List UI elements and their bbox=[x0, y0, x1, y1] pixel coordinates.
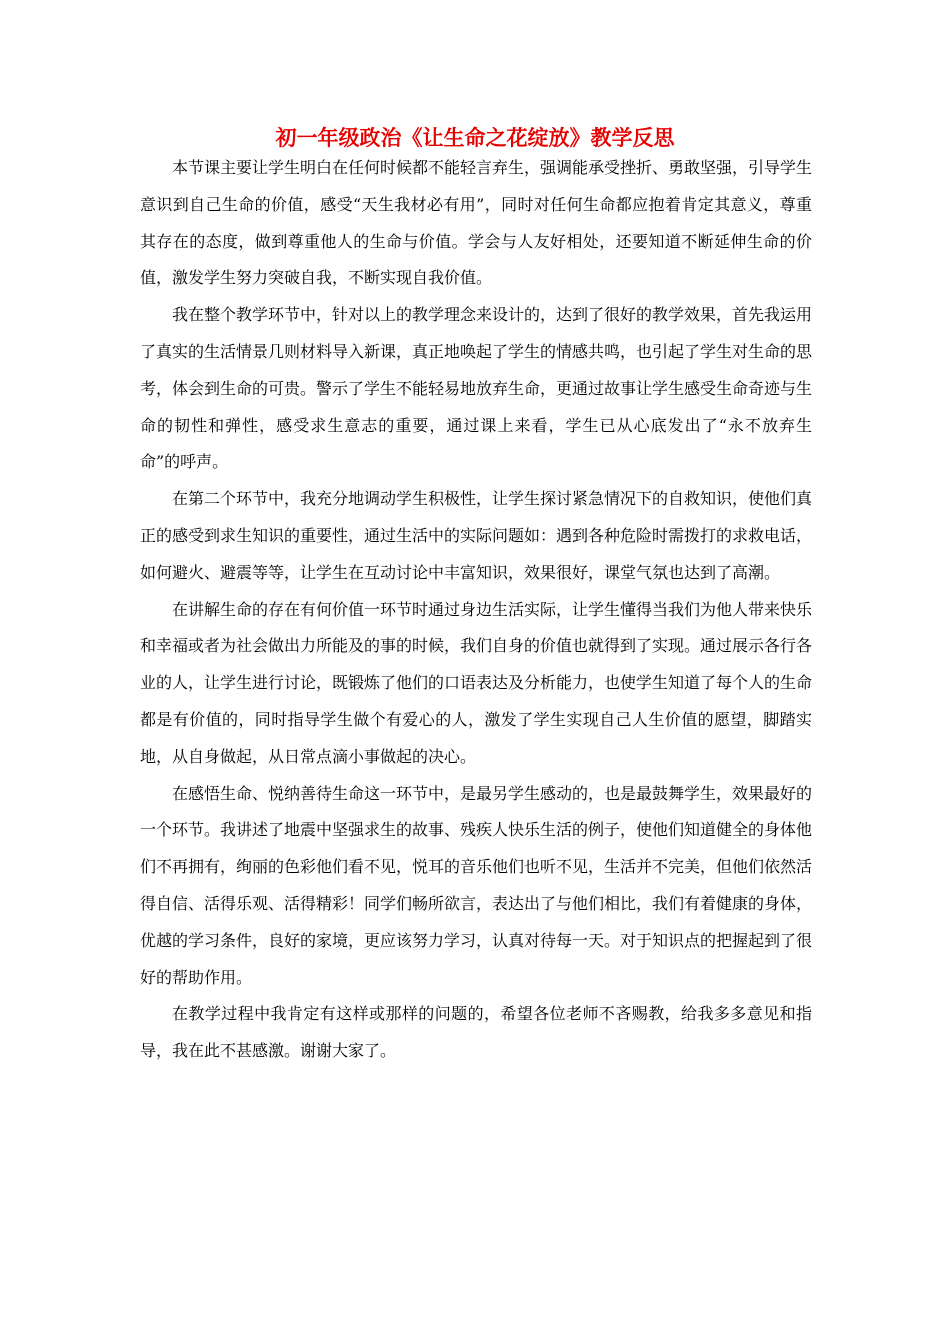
document-title: 初一年级政治《让生命之花绽放》教学反思 bbox=[275, 126, 675, 150]
paragraph-3: 在第二个环节中，我充分地调动学生积极性，让学生探讨紧急情况下的自救知识，使他们真正的感受到求生知识的重要性，通过生活中的实际问题如：遇到各种危险时需拨打的求救电话，如何避火、避震等等，让学生在互动讨论中丰富知识，效果很好，课堂气氛也达到了高潮。 bbox=[140, 489, 813, 582]
document-body bbox=[140, 150, 812, 1070]
paragraph-5: 在感悟生命、悦纳善待生命这一环节中，是最另学生感动的，也是最鼓舞学生，效果最好的一个环节。我讲述了地震中坚强求生的故事、残疾人快乐生活的例子，使他们知道健全的身体他们不再拥有，绚丽的色彩他们看不见，悦耳的音乐他们也听不见，生活并不完美，但他们依然活得自信、活得乐观、活得精彩！同学们畅所欲言，表达出了与他们相比，我们有着健康的身体，优越的学习条件，良好的家境，更应该努力学习，认真对待每一天。对于知识点的把握起到了很好的帮助作用。 bbox=[140, 783, 813, 987]
paragraph-4: 在讲解生命的存在有何价值一环节时通过身边生活实际，让学生懂得当我们为他人带来快乐和幸福或者为社会做出力所能及的事的时候，我们自身的价值也就得到了实现。通过展示各行各业的人，让学生进行讨论，既锻炼了他们的口语表达及分析能力，也使学生知道了每个人的生命都是有价值的，同时指导学生做个有爱心的人，激发了学生实现自己人生价值的愿望，脚踏实地，从自身做起，从日常点滴小事做起的决心。 bbox=[140, 599, 813, 766]
paragraph-1: 本节课主要让学生明白在任何时候都不能轻言弃生，强调能承受挫折、勇敢坚强，引导学生意识到自己生命的价值，感受“天生我材必有用”，同时对任何生命都应抱着肯定其意义，尊重其存在的态度，做到尊重他人的生命与价值。学会与人友好相处，还要知道不断延伸生命的价值，激发学生努力突破自我，不断实现自我价值。 bbox=[140, 158, 813, 288]
paragraph-2: 我在整个教学环节中，针对以上的教学理念来设计的，达到了很好的教学效果，首先我运用了真实的生活情景几则材料导入新课，真正地唤起了学生的情感共鸣，也引起了学生对生命的思考，体会到生命的可贵。警示了学生不能轻易地放弃生命，更通过故事让学生感受生命奇迹与生命的韧性和弹性，感受求生意志的重要，通过课上来看，学生已从心底发出了“永不放弃生命”的呼声。 bbox=[140, 305, 813, 472]
paragraph-6: 在教学过程中我肯定有这样或那样的问题的，希望各位老师不吝赐教，给我多多意见和指导，我在此不甚感激。谢谢大家了。 bbox=[140, 1004, 812, 1061]
